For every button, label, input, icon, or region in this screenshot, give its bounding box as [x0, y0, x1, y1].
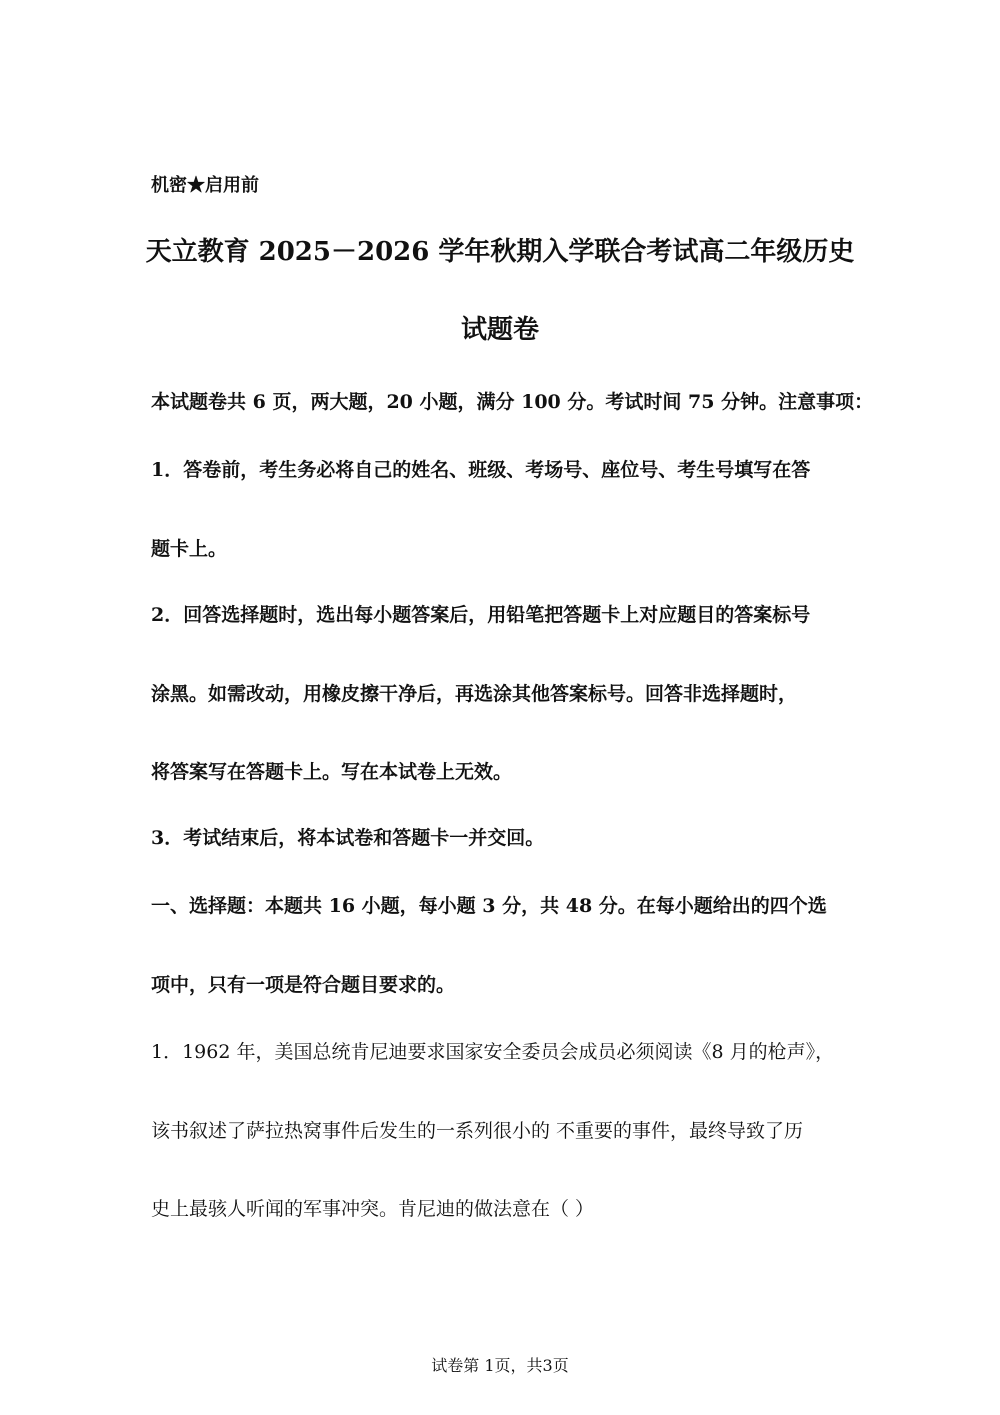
- question-1-text-cont2: 史上最骇人听闻的军事冲突。肯尼迪的做法意在（ ）: [151, 1198, 595, 1220]
- instructions-intro: 本试题卷共 6 页，两大题，20 小题，满分 100 分。考试时间 75 分钟。注意事项：: [151, 391, 874, 413]
- confidential-label: 机密★启用前: [151, 175, 259, 196]
- instruction-note-2-cont: 涂黑。如需改动，用橡皮擦干净后，再选涂其他答案标号。回答非选择题时，: [151, 683, 798, 705]
- instruction-note-2: 2．回答选择题时，选出每小题答案后，用铅笔把答题卡上对应题目的答案标号: [151, 604, 811, 626]
- instruction-note-1: 1．答卷前，考生务必将自己的姓名、班级、考场号、座位号、考生号填写在答: [151, 459, 811, 481]
- question-1-text: 1．1962 年，美国总统肯尼迪要求国家安全委员会成员必须阅读《8 月的枪声》，: [151, 1041, 835, 1063]
- section-heading-cont: 项中，只有一项是符合题目要求的。: [151, 974, 456, 996]
- page-footer: 试卷第 1页，共3页: [431, 1356, 569, 1375]
- exam-title-line2: 试题卷: [460, 315, 539, 345]
- section-heading: 一、选择题：本题共 16 小题，每小题 3 分，共 48 分。在每小题给出的四个选: [151, 895, 827, 917]
- instruction-note-2-cont2: 将答案写在答题卡上。写在本试卷上无效。: [151, 761, 513, 783]
- exam-title-line1: 天立教育 2025－2026 学年秋期入学联合考试高二年级历史: [145, 237, 855, 267]
- question-1-text-cont: 该书叙述了萨拉热窝事件后发生的一系列很小的 不重要的事件，最终导致了历: [151, 1120, 804, 1142]
- instruction-note-1-cont: 题卡上。: [151, 538, 228, 560]
- instruction-note-3: 3．考试结束后，将本试卷和答题卡一并交回。: [151, 827, 545, 849]
